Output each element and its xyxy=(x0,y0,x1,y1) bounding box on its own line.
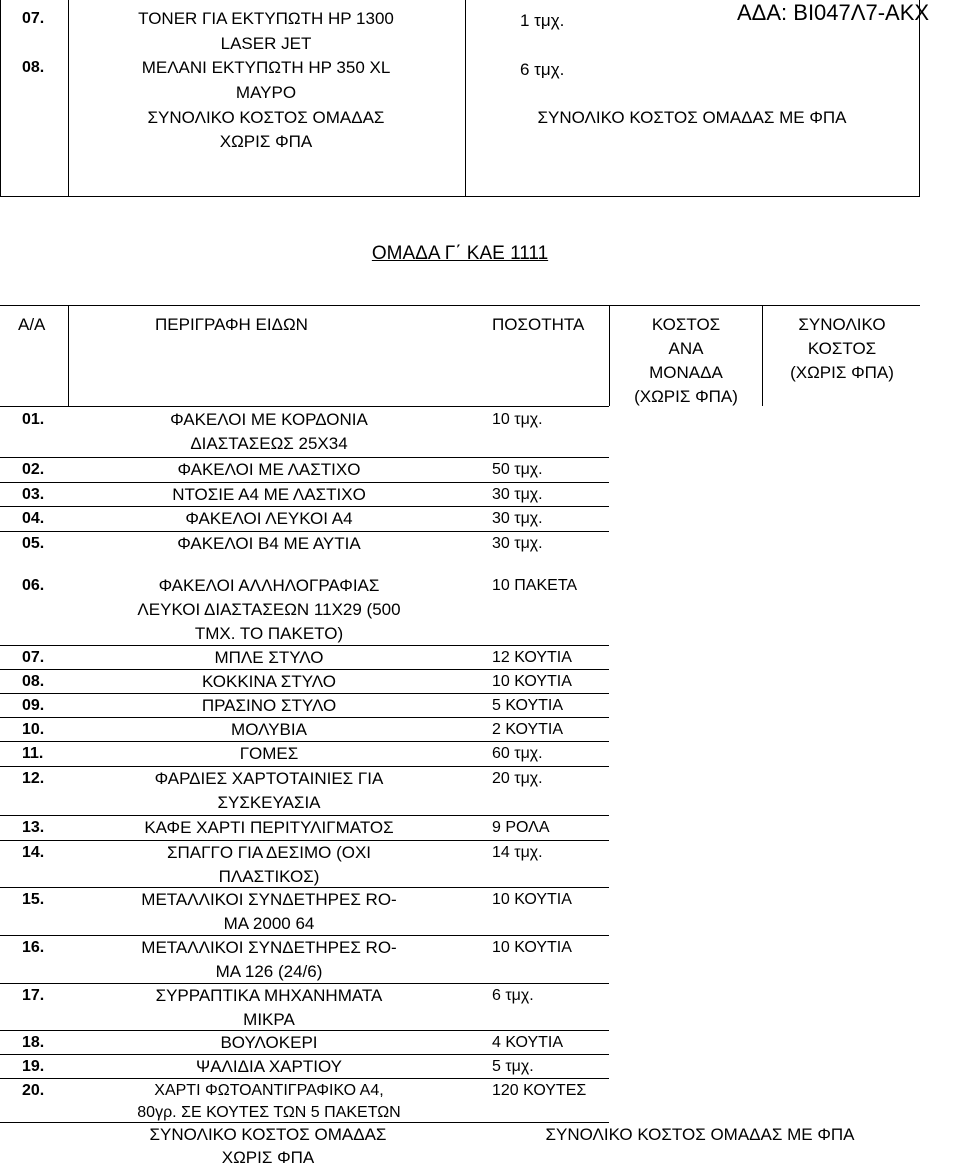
header-quantity: ΠΟΣΟΤΗΤΑ xyxy=(492,315,585,334)
row-divider xyxy=(0,840,609,841)
item-description: ΣΠΑΓΓΟ ΓΙΑ ΔΕΣΙΜΟ (ΟΧΙ xyxy=(166,843,372,862)
item-number: 07. xyxy=(22,10,45,27)
item-description: ΚΟΚΚΙΝΑ ΣΤΥΛΟ xyxy=(201,672,337,691)
item-quantity: 5 τμχ. xyxy=(492,1058,534,1075)
table-border xyxy=(762,305,763,406)
item-description: ΔΙΑΣΤΑΣΕΩΣ 25Χ34 xyxy=(190,434,348,453)
item-description: MA 2000 64 xyxy=(223,914,315,933)
bottom-total-no-vat-label: ΣΥΝΟΛΙΚΟ ΚΟΣΤΟΣ ΟΜΑΔΑΣ xyxy=(149,1125,387,1144)
item-quantity: 30 τμχ. xyxy=(492,510,543,527)
row-divider xyxy=(0,741,609,742)
item-number: 15. xyxy=(22,891,45,908)
item-quantity: 30 τμχ. xyxy=(492,535,543,552)
item-description: ΜΕΤΑΛΛΙΚΟΙ ΣΥΝΔΕΤΗΡΕΣ RO- xyxy=(141,890,397,909)
item-quantity: 30 τμχ. xyxy=(492,486,543,503)
item-quantity: 10 ΚΟΥΤΙΑ xyxy=(492,673,572,690)
item-description: ΠΡΑΣΙΝΟ ΣΤΥΛΟ xyxy=(201,696,337,715)
item-description: ΜΟΛΥΒΙΑ xyxy=(231,720,307,739)
item-description: ΝΤΟΣΙΕ Α4 ΜΕ ΛΑΣΤΙΧΟ xyxy=(172,485,366,504)
item-number: 12. xyxy=(22,770,45,787)
item-quantity: 50 τμχ. xyxy=(492,461,543,478)
item-description: 80γρ. ΣΕ ΚΟΥΤΕΣ ΤΩΝ 5 ΠΑΚΕΤΩΝ xyxy=(137,1104,401,1121)
item-quantity: 120 ΚΟΥΤΕΣ xyxy=(492,1082,587,1099)
item-description: ΜΙΚΡΑ xyxy=(243,1010,295,1029)
item-description: ΦΑΡΔΙΕΣ ΧΑΡΤΟΤΑΙΝΙΕΣ ΓΙΑ xyxy=(154,769,384,788)
group-title: ΟΜΑΔΑ Γ΄ ΚΑΕ 1111 xyxy=(371,243,549,264)
row-divider xyxy=(0,983,609,984)
item-description: ΒΟΥΛΟΚΕΡΙ xyxy=(220,1033,318,1052)
item-quantity: 14 τμχ. xyxy=(492,844,543,861)
row-divider xyxy=(0,887,609,888)
item-quantity: 1 τμχ. xyxy=(520,11,565,30)
item-number: 02. xyxy=(22,461,45,478)
item-description: ΚΑΦΕ ΧΑΡΤΙ ΠΕΡΙΤΥΛΙΓΜΑΤΟΣ xyxy=(144,818,394,837)
item-quantity: 12 ΚΟΥΤΙΑ xyxy=(492,649,572,666)
row-divider xyxy=(0,1078,609,1079)
table-border xyxy=(68,0,69,197)
row-divider xyxy=(0,482,609,483)
header-unit-cost: ΚΟΣΤΟΣ xyxy=(651,315,721,334)
item-number: 01. xyxy=(22,411,45,428)
header-aa: Α/Α xyxy=(18,315,46,334)
item-number: 19. xyxy=(22,1058,45,1075)
item-number: 08. xyxy=(22,59,45,76)
row-divider xyxy=(0,693,609,694)
item-number: 14. xyxy=(22,844,45,861)
item-description: ΦΑΚΕΛΟΙ Β4 ΜΕ ΑΥΤΙΑ xyxy=(177,534,361,553)
item-number: 17. xyxy=(22,987,45,1004)
header-description: ΠΕΡΙΓΡΑΦΗ ΕΙΔΩΝ xyxy=(155,315,308,334)
item-number: 10. xyxy=(22,721,45,738)
header-total-cost: ΚΟΣΤΟΣ xyxy=(807,339,877,358)
item-quantity: 9 ΡΟΛΑ xyxy=(492,819,550,836)
item-description: ΦΑΚΕΛΟΙ ΛΕΥΚΟΙ Α4 xyxy=(185,509,353,528)
item-number: 18. xyxy=(22,1034,45,1051)
row-divider xyxy=(0,1054,609,1055)
item-description: ΜΕΤΑΛΛΙΚΟΙ ΣΥΝΔΕΤΗΡΕΣ RO- xyxy=(141,938,397,957)
item-description: ΓΟΜΕΣ xyxy=(239,744,299,763)
header-unit-cost: (ΧΩΡΙΣ ΦΠΑ) xyxy=(634,387,738,406)
total-with-vat-label: ΣΥΝΟΛΙΚΟ ΚΟΣΤΟΣ ΟΜΑΔΑΣ ΜΕ ΦΠΑ xyxy=(537,108,847,127)
item-description: ΜΠΛΕ ΣΤΥΛΟ xyxy=(214,648,324,667)
item-description: ΛΕΥΚΟΙ ΔΙΑΣΤΑΣΕΩΝ 11Χ29 (500 xyxy=(137,600,401,619)
item-quantity: 6 τμχ. xyxy=(492,987,534,1004)
item-description: ΠΛΑΣΤΙΚΟΣ) xyxy=(218,867,320,886)
table-border xyxy=(0,305,920,306)
table-border xyxy=(0,196,920,197)
item-description: TONER ΓΙΑ ΕΚΤΥΠΩΤΗ HP 1300 xyxy=(138,9,394,28)
header-total-cost: ΣΥΝΟΛΙΚΟ xyxy=(798,315,886,334)
item-number: 20. xyxy=(22,1082,45,1099)
item-quantity: 20 τμχ. xyxy=(492,770,543,787)
item-quantity: 6 τμχ. xyxy=(520,60,565,79)
item-description: ΨΑΛΙΔΙΑ ΧΑΡΤΙΟΥ xyxy=(196,1057,342,1076)
total-no-vat-label: ΧΩΡΙΣ ΦΠΑ xyxy=(219,132,313,151)
ada-code: ΑΔΑ: ΒΙ047Λ7-ΑΚΧ xyxy=(737,0,930,25)
row-divider xyxy=(0,815,609,816)
item-number: 07. xyxy=(22,649,45,666)
table-border xyxy=(465,0,466,197)
item-number: 03. xyxy=(22,486,45,503)
item-description: LASER JET xyxy=(220,34,312,53)
item-description: ΣΥΣΚΕΥΑΣΙΑ xyxy=(217,793,321,812)
row-divider xyxy=(0,457,609,458)
item-description: ΜΕΛΑΝΙ ΕΚΤΥΠΩΤΗ HP 350 XL xyxy=(141,58,391,77)
item-description: ΜΑΥΡΟ xyxy=(235,83,297,102)
item-number: 05. xyxy=(22,535,45,552)
table-border xyxy=(919,0,920,197)
item-description: ΦΑΚΕΛΟΙ ΜΕ ΚΟΡΔΟΝΙΑ xyxy=(170,410,368,429)
item-number: 04. xyxy=(22,510,45,527)
item-number: 09. xyxy=(22,697,45,714)
row-divider xyxy=(0,935,609,936)
item-number: 08. xyxy=(22,673,45,690)
header-unit-cost: ΑΝΑ xyxy=(668,339,704,358)
item-description: ΧΑΡΤΙ ΦΩΤΟΑΝΤΙΓΡΑΦΙΚΟ Α4, xyxy=(154,1082,384,1099)
table-border xyxy=(0,0,1,197)
row-divider xyxy=(0,1122,609,1123)
total-no-vat-label: ΣΥΝΟΛΙΚΟ ΚΟΣΤΟΣ ΟΜΑΔΑΣ xyxy=(147,108,385,127)
item-description: ΦΑΚΕΛΟΙ ΑΛΛΗΛΟΓΡΑΦΙΑΣ xyxy=(158,576,380,595)
item-description: ΦΑΚΕΛΟΙ ΜΕ ΛΑΣΤΙΧΟ xyxy=(177,460,361,479)
row-divider xyxy=(0,717,609,718)
item-quantity: 4 ΚΟΥΤΙΑ xyxy=(492,1034,564,1051)
header-unit-cost: ΜΟΝΑΔΑ xyxy=(649,363,723,382)
row-divider xyxy=(0,645,609,646)
row-divider xyxy=(0,669,609,670)
item-quantity: 60 τμχ. xyxy=(492,745,543,762)
row-divider xyxy=(0,531,609,532)
item-quantity: 10 ΚΟΥΤΙΑ xyxy=(492,939,572,956)
bottom-total-with-vat-label: ΣΥΝΟΛΙΚΟ ΚΟΣΤΟΣ ΟΜΑΔΑΣ ΜΕ ΦΠΑ xyxy=(545,1125,855,1144)
item-quantity: 10 ΠΑΚΕΤΑ xyxy=(492,577,578,594)
item-description: ΣΥΡΡΑΠΤΙΚΑ ΜΗΧΑΝΗΜΑΤΑ xyxy=(155,986,383,1005)
row-divider xyxy=(0,1030,609,1031)
item-number: 11. xyxy=(22,745,44,762)
row-divider xyxy=(0,555,609,556)
bottom-total-no-vat-label: ΧΩΡΙΣ ΦΠΑ xyxy=(221,1148,315,1167)
item-number: 16. xyxy=(22,939,45,956)
item-description: MA 126 (24/6) xyxy=(215,962,323,981)
row-divider xyxy=(0,406,609,407)
item-quantity: 5 ΚΟΥΤΙΑ xyxy=(492,697,564,714)
item-quantity: 10 ΚΟΥΤΙΑ xyxy=(492,891,572,908)
item-number: 06. xyxy=(22,577,45,594)
item-quantity: 2 ΚΟΥΤΙΑ xyxy=(492,721,564,738)
table-border xyxy=(609,305,610,406)
item-description: ΤΜΧ. ΤΟ ΠΑΚΕΤΟ) xyxy=(194,624,344,643)
table-border xyxy=(68,305,69,406)
header-total-cost: (ΧΩΡΙΣ ΦΠΑ) xyxy=(790,363,894,382)
item-number: 13. xyxy=(22,819,45,836)
row-divider xyxy=(0,766,609,767)
item-quantity: 10 τμχ. xyxy=(492,411,543,428)
row-divider xyxy=(0,506,609,507)
